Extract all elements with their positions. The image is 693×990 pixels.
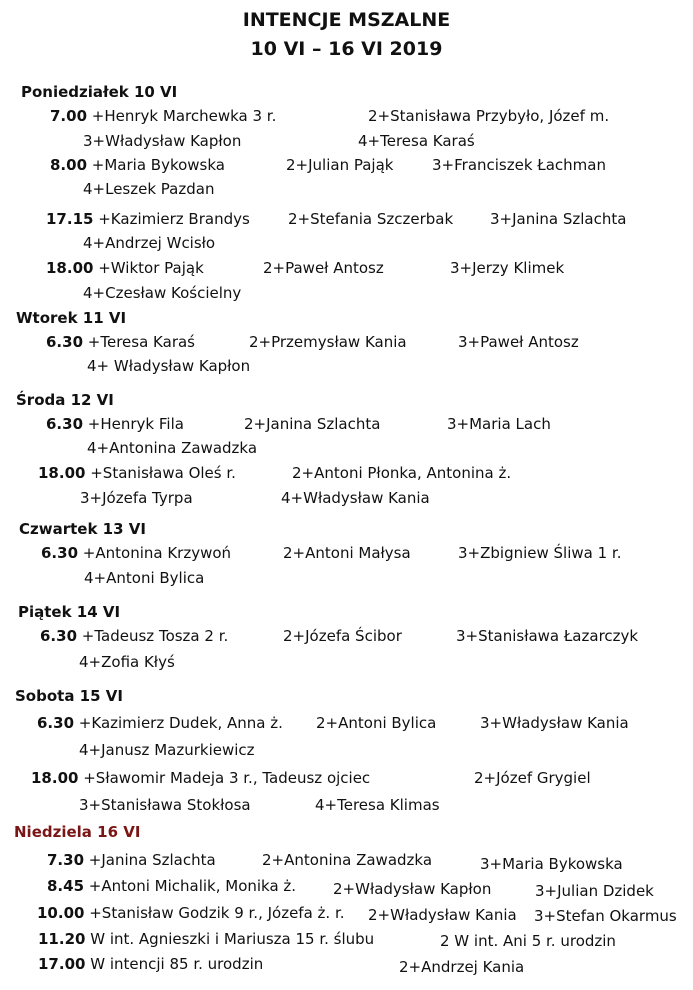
mass-intention-3: 3+Józefa Tyrpa [80, 489, 193, 507]
mass-intention-2: 2+Antoni Płonka, Antonina ż. [292, 464, 512, 482]
mass-intention-1: 18.00 +Sławomir Madeja 3 r., Tadeusz ojciec [31, 769, 371, 787]
mass-time: 11.20 [38, 930, 86, 948]
mass-intention-2: 2+Stefania Szczerbak [288, 210, 454, 228]
mass-intention-1: 6.30 +Henryk Fila [46, 415, 184, 433]
mass-time: 17.15 [46, 210, 94, 228]
mass-time: 18.00 [46, 259, 94, 277]
mass-intention-1: 7.30 +Janina Szlachta [47, 851, 216, 869]
mass-time: 6.30 [40, 627, 78, 645]
mass-intention-4: 4+Teresa Klimas [315, 796, 440, 814]
mass-intention-3: 3+Franciszek Łachman [432, 156, 606, 174]
page-title: INTENCJE MSZALNE [242, 9, 451, 31]
mass-intention-1: 11.20 W int. Agnieszki i Mariusza 15 r. ślubu [38, 930, 375, 948]
mass-intention-4: 4+Leszek Pazdan [83, 180, 215, 198]
mass-intention-4: 4+Czesław Kościelny [83, 284, 242, 302]
mass-intention-2: 2+Przemysław Kania [249, 333, 407, 351]
mass-intention-2: 2+Władysław Kapłon [333, 880, 492, 898]
mass-intention-1: 6.30 +Antonina Krzywoń [41, 544, 232, 562]
mass-time: 8.45 [47, 877, 85, 895]
mass-intention-1: 18.00 +Stanisława Oleś r. [38, 464, 236, 482]
mass-intention-1: 17.00 W intencji 85 r. urodzin [38, 955, 264, 973]
mass-time: 6.30 [46, 333, 84, 351]
day-heading-monday: Poniedziałek 10 VI [21, 83, 178, 101]
mass-time: 17.00 [38, 955, 86, 973]
mass-intention-2: 2+Antoni Bylica [316, 714, 437, 732]
mass-intention-4: 4+Władysław Kania [281, 489, 430, 507]
mass-intention-1: 6.30 +Kazimierz Dudek, Anna ż. [37, 714, 283, 732]
mass-intention-3: 3+Stanisława Stokłosa [79, 796, 251, 814]
mass-intention-3: 3+Stanisława Łazarczyk [456, 627, 639, 645]
mass-intention-3: 3+Janina Szlachta [490, 210, 627, 228]
mass-intention-3: 3+Władysław Kania [480, 714, 629, 732]
mass-time: 7.30 [47, 851, 85, 869]
mass-intention-4: 4+Andrzej Wcisło [83, 234, 216, 252]
mass-intention-2: 2+Antonina Zawadzka [262, 851, 433, 869]
mass-intention-3: 3+Zbigniew Śliwa 1 r. [458, 544, 622, 562]
day-heading-friday: Piątek 14 VI [18, 603, 121, 621]
mass-intention-3: 3+Maria Bykowska [480, 855, 623, 873]
mass-intention-2: 2+Stanisława Przybyło, Józef m. [368, 107, 610, 125]
mass-intention-4: 4+Zofia Kłyś [79, 653, 175, 671]
mass-time: 8.00 [50, 156, 88, 174]
mass-intention-1: 6.30 +Tadeusz Tosza 2 r. [40, 627, 229, 645]
mass-intention-2: 2 W int. Ani 5 r. urodzin [440, 932, 616, 950]
mass-intention-3: 3+Maria Lach [447, 415, 551, 433]
mass-time: 6.30 [46, 415, 84, 433]
date-range: 10 VI – 16 VI 2019 [250, 38, 443, 60]
mass-intention-2: 2+Józefa Ścibor [283, 627, 402, 645]
mass-intention-2: 2+Julian Pająk [286, 156, 394, 174]
mass-intention-2: 2+Paweł Antosz [263, 259, 384, 277]
mass-intention-2: 2+Józef Grygiel [474, 769, 591, 787]
mass-time: 18.00 [38, 464, 86, 482]
day-heading-thursday: Czwartek 13 VI [19, 520, 146, 538]
mass-intention-3: 3+Stefan Okarmus [534, 907, 677, 925]
day-heading-wednesday: Środa 12 VI [16, 391, 114, 409]
mass-intention-4: 4+ Władysław Kapłon [87, 357, 251, 375]
day-heading-tuesday: Wtorek 11 VI [16, 309, 127, 327]
mass-intention-1: 8.00 +Maria Bykowska [50, 156, 225, 174]
mass-intention-3: 3+Paweł Antosz [458, 333, 579, 351]
mass-time: 6.30 [37, 714, 75, 732]
mass-intention-3: 3+Jerzy Klimek [450, 259, 565, 277]
mass-intention-2: 2+Władysław Kania [368, 906, 517, 924]
mass-intention-1: 10.00 +Stanisław Godzik 9 r., Józefa ż. r. [37, 904, 345, 922]
mass-time: 18.00 [31, 769, 79, 787]
mass-intention-1: 18.00 +Wiktor Pająk [46, 259, 204, 277]
mass-intention-4: 4+Antoni Bylica [84, 569, 205, 587]
day-heading-sunday: Niedziela 16 VI [14, 823, 141, 841]
mass-time: 10.00 [37, 904, 85, 922]
mass-time: 7.00 [50, 107, 88, 125]
mass-intention-1: 17.15 +Kazimierz Brandys [46, 210, 250, 228]
mass-intention-1: 7.00 +Henryk Marchewka 3 r. [50, 107, 277, 125]
mass-intention-2: 2+Antoni Małysa [283, 544, 411, 562]
mass-intention-2: 2+Janina Szlachta [244, 415, 381, 433]
day-heading-saturday: Sobota 15 VI [15, 687, 123, 705]
mass-intention-3: 3+Julian Dzidek [535, 882, 654, 900]
mass-intention-4: 4+Teresa Karaś [358, 132, 475, 150]
mass-intention-3: 3+Władysław Kapłon [83, 132, 242, 150]
mass-intention-1: 6.30 +Teresa Karaś [46, 333, 195, 351]
mass-intention-4: 4+Janusz Mazurkiewicz [79, 741, 255, 759]
mass-intention-4: 4+Antonina Zawadzka [87, 439, 258, 457]
mass-intention-1: 8.45 +Antoni Michalik, Monika ż. [47, 877, 297, 895]
mass-time: 6.30 [41, 544, 79, 562]
mass-intention-2: 2+Andrzej Kania [399, 958, 525, 976]
